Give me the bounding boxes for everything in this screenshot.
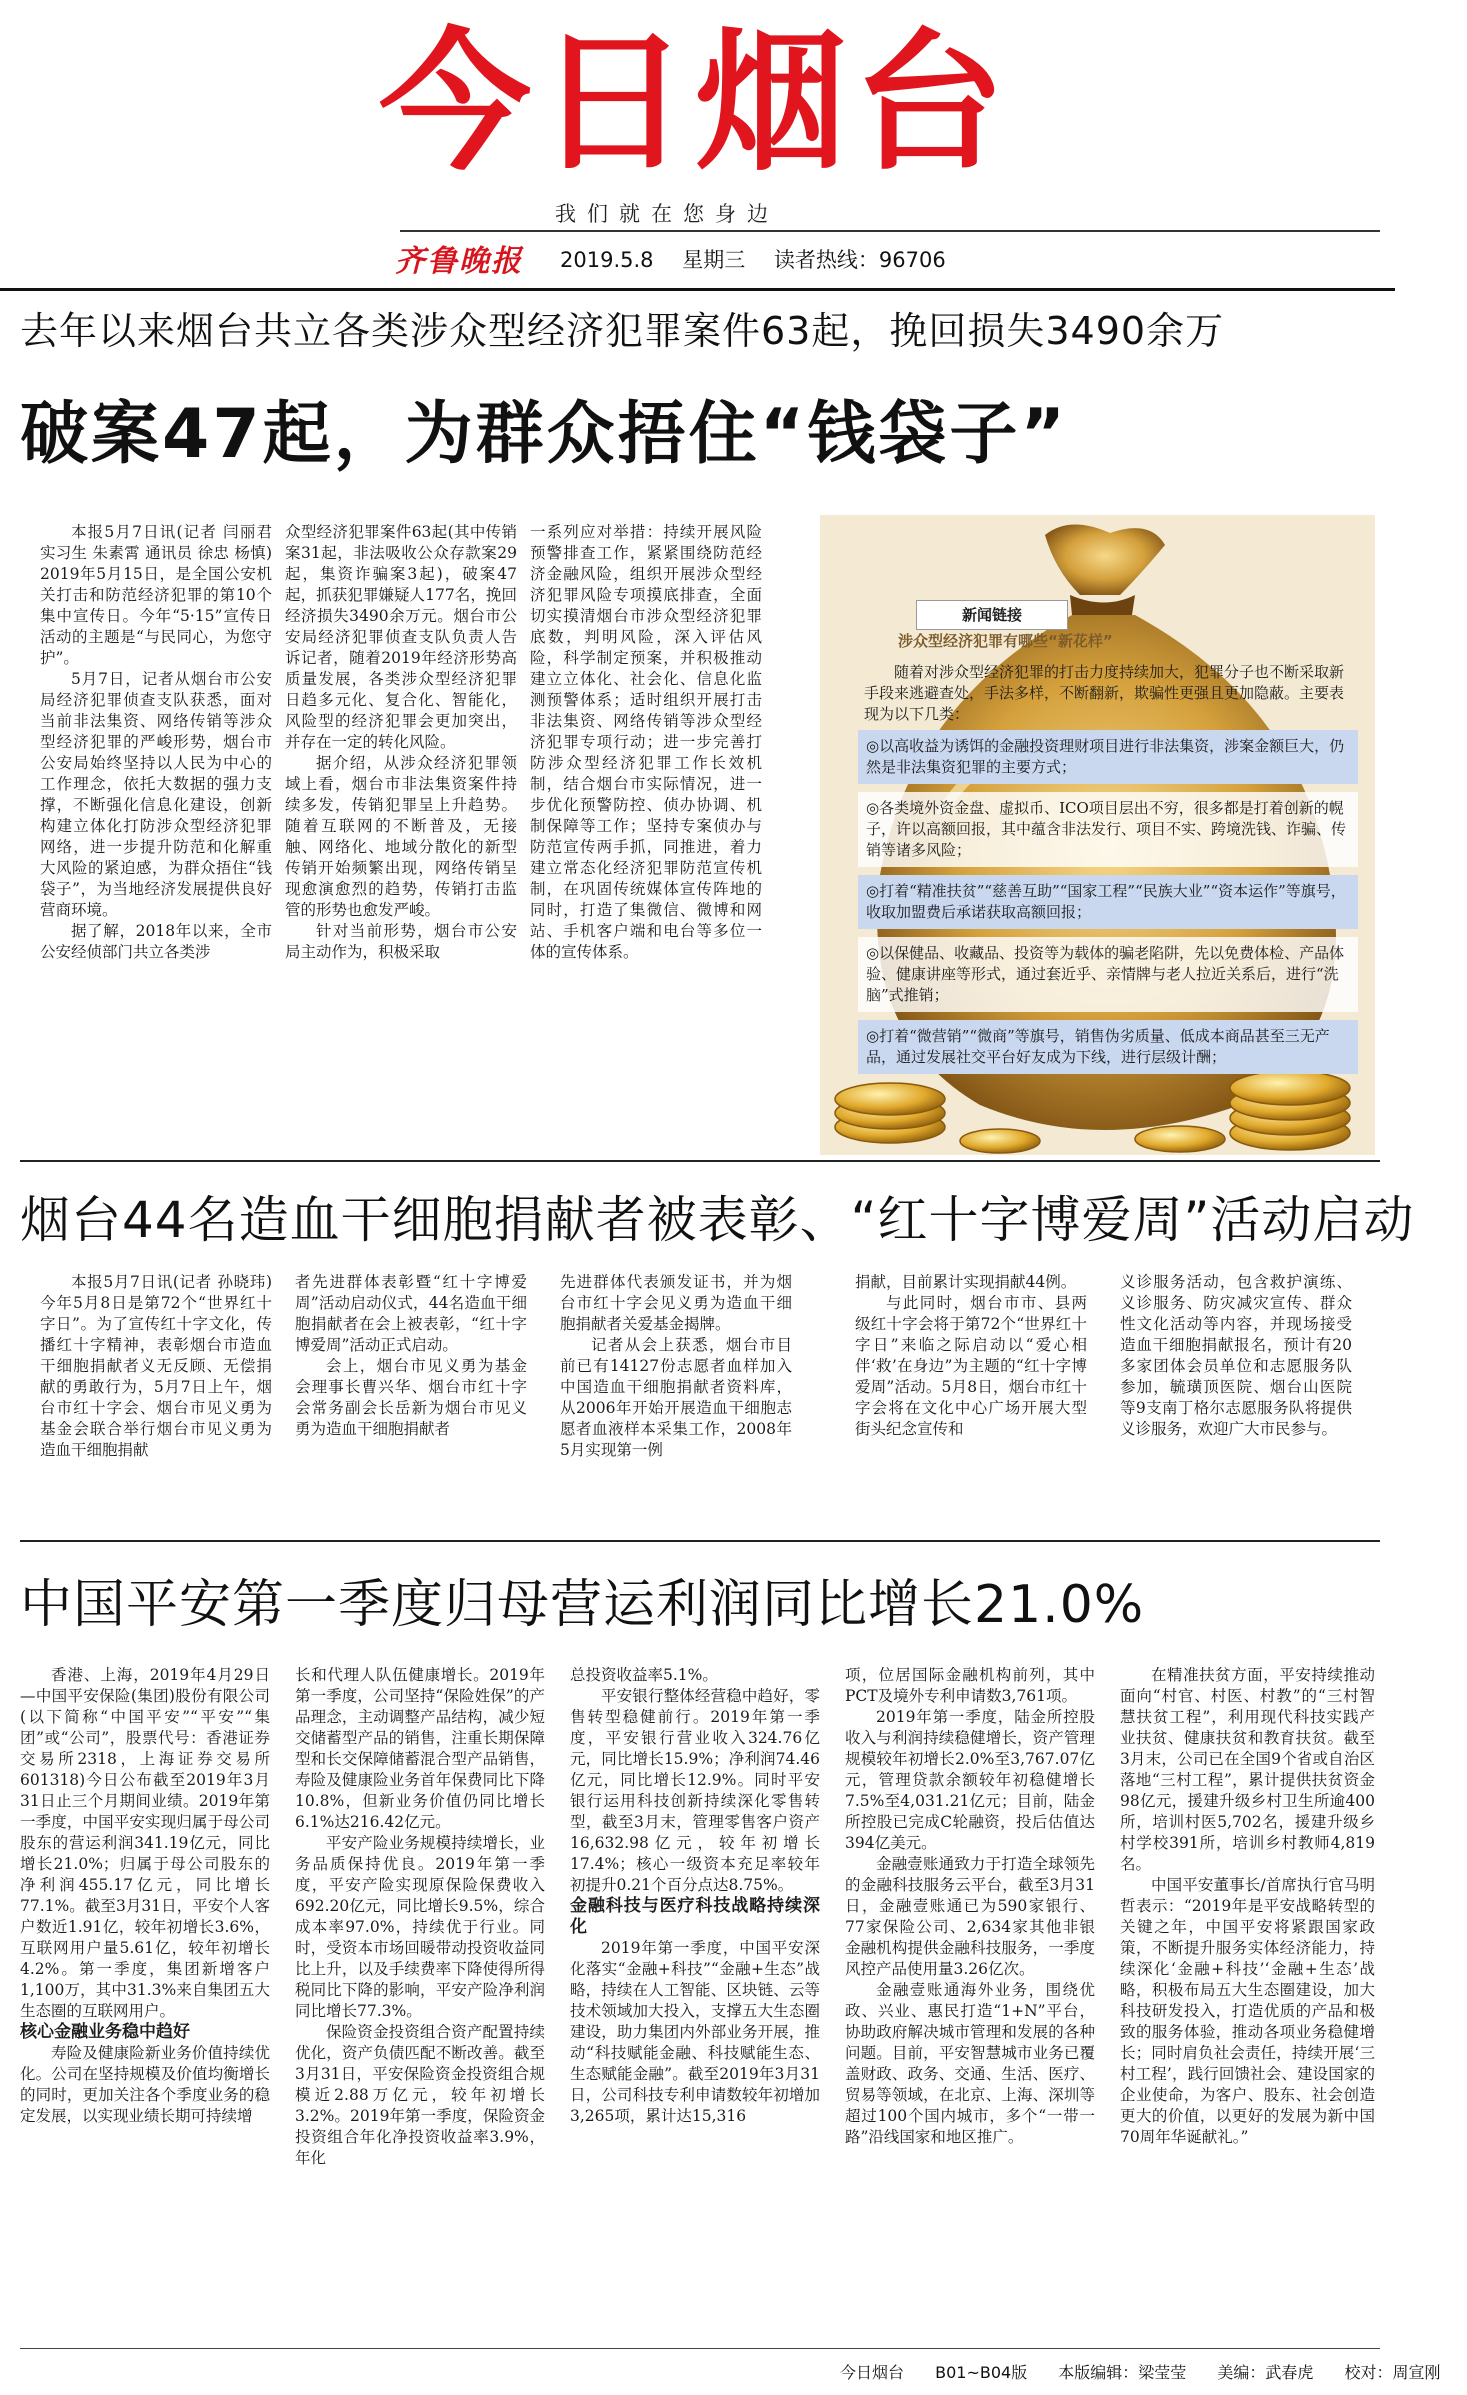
sidebar-item: ◎打着“精准扶贫”“慈善互助”“国家工程”“民族大业”“资本运作”等旗号，收取加盟费后承诺获取高额回报； [858,875,1358,929]
newspaper-logo: 齐鲁晚报 [395,244,523,279]
sidebar-heading: 涉众型经济犯罪有哪些“新花样” [898,632,1113,650]
article3-column-1 [20,1665,270,2345]
sidebar-intro: 随着对涉众型经济犯罪的打击力度持续加大，犯罪分子也不断采取新手段来逃避查处，手法多样，不断翻新，欺骗性更强且更加隐蔽。主要表现为以下几类： [864,663,1345,723]
footer-designer: 美编：武春虎 [1217,2363,1314,2382]
article3-paragraph: 平安产险业务规模持续增长，业务品质保持优良。2019年第一季度，平安产险实现原保险保费收入692.20亿元，同比增长9.5%，综合成本率97.0%，持续优于行业。同时，受资本市场回暖带动投资收益同比上升，以及手续费率下降使得所得税同比下降的影响，平安产险净利润同比增长77.3%。 [295,1834,545,2020]
article2-column-4 [855,1272,1087,1522]
masthead-title: 今日烟台 [379,14,1011,191]
article3-paragraph: 2019年第一季度，陆金所控股收入与利润持续稳健增长，资产管理规模较年初增长2.0%至3,767.07亿元，管理贷款余额较年初稳健增长7.5%至4,031.21亿元；目前，陆金所控股已完成C轮融资，投后估值达394亿美元。 [845,1708,1095,1852]
sidebar-item: ◎以高收益为诱饵的金融投资理财项目进行非法集资，涉案金额巨大，仍然是非法集资犯罪的主要方式； [858,730,1358,784]
article3-column-5 [1120,1665,1375,2345]
article1-paragraph: 本报5月7日讯(记者 闫丽君 实习生 朱素霄 通讯员 徐忠 杨慎) 2019年5月15日，是全国公安机关打击和防范经济犯罪的第10个集中宣传日。今年“5·15”宣传日活动的主题是“与民同心，为您守护”。 [40,523,272,667]
article3-paragraph: 平安银行整体经营稳中趋好，零售转型稳健前行。2019年第一季度，平安银行营业收入324.76亿元，同比增长15.9%；净利润74.46亿元，同比增长12.9%。同时平安银行运用科技创新持续深化零售转型，截至3月末，管理零售客户资产16,632.98亿元，较年初增长17.4%；核心一级资本充足率较年初提升0.21个百分点达8.75%。 [570,1687,820,1894]
article3-paragraph: 中国平安董事长/首席执行官马明哲表示：“2019年是平安战略转型的关键之年，中国平安将紧跟国家政策，不断提升服务实体经济能力，持续深化‘金融+科技’‘金融+生态’战略，积极布局五大生态圈建设，加大科技研发投入，打造优质的产品和极致的服务体验，推动各项业务稳健增长；同时肩负社会责任，持续开展‘三村工程’，践行回馈社会、建设国家的企业使命，为客户、股东、社会创造更大的价值，以更好的发展为新中国70周年华诞献礼。” [1120,1876,1375,2146]
page-footer [840,2360,1467,2383]
article3-column-2 [295,1665,545,2345]
sidebar-item: ◎以保健品、收藏品、投资等为载体的骗老陷阱，先以免费体检、产品体验、健康讲座等形式，通过套近乎、亲情牌与老人拉近关系后，进行“洗脑”式推销； [858,937,1358,1012]
reader-hotline: 读者热线：96706 [773,248,946,272]
article2-paragraph: 捐献，目前累计实现捐献44例。 [855,1273,1077,1291]
article1-column-1 [40,522,272,1137]
section-divider [20,1540,1380,1542]
sidebar-item: ◎打着“微营销”“微商”等旗号，销售伪劣质量、低成本商品甚至三无产品，通过发展社交平台好友成为下线，进行层级计酬； [858,1020,1358,1074]
article2-paragraph: 者先进群体表彰暨“红十字博爱周”活动启动仪式，44名造血干细胞捐献者在会上被表彰，“红十字博爱周”活动正式启动。 [295,1273,527,1354]
article1-paragraph: 据了解，2018年以来，全市公安经侦部门共立各类涉 [40,922,272,961]
masthead-info [560,244,968,274]
article3-column-3 [570,1665,820,2345]
masthead-slogan: 我们就在您身边 [555,202,779,226]
article1-subtitle: 去年以来烟台共立各类涉众型经济犯罪案件63起，挽回损失3490余万 [20,309,1225,353]
article2-paragraph: 义诊服务活动，包含救护演练、义诊服务、防灾减灾宣传、群众性文化活动等内容，并现场接受造血干细胞捐献报名，预计有20多家团体会员单位和志愿服务队参加，毓璜顶医院、烟台山医院等9支南丁格尔志愿服务队将提供义诊服务，欢迎广大市民参与。 [1120,1273,1352,1438]
sidebar-body [858,662,1358,1082]
article3-subhead: 金融科技与医疗科技战略持续深化 [570,1896,820,1937]
article3-column-4 [845,1665,1095,2345]
article1-paragraph: 针对当前形势，烟台市公安局主动作为，积极采取 [285,922,517,961]
article2-paragraph: 会上，烟台市见义勇为基金会理事长曹兴华、烟台市红十字会常务副会长岳新为烟台市见义勇为造血干细胞捐献者 [295,1357,527,1438]
article1-paragraph: 据介绍，从涉众经济犯罪领域上看，烟台市非法集资案件持续多发，传销犯罪呈上升趋势。随着互联网的不断普及，无接触、网络化、地域分散化的新型传销开始频繁出现，网络传销呈现愈演愈烈的趋势，传销打击监管的形势也愈发严峻。 [285,754,517,919]
footer-editor: 本版编辑：梁莹莹 [1058,2363,1187,2382]
article3-paragraph: 香港、上海，2019年4月29日—中国平安保险(集团)股份有限公司(以下简称“中国平安”“平安”“集团”或“公司”，股票代号：香港证券交易所2318，上海证券交易所601318)今日公布截至2019年3月31日止三个月期间业绩。2019年第一季度，中国平安实现归属于母公司股东的营运利润341.19亿元，同比增长21.0%；归属于母公司股东的净利润455.17亿元，同比增长77.1%。截至3月31日，平安个人客户数近1.91亿，较年初增长3.6%，互联网用户量5.61亿，较年初增长4.2%。第一季度，集团新增客户1,100万，其中31.3%来自集团五大生态圈的互联网用户。 [20,1666,270,2020]
article2-column-3 [560,1272,792,1522]
article3-paragraph: 2019年第一季度，中国平安深化落实“金融+科技”“金融+生态”战略，持续在人工智能、区块链、云等技术领域加大投入，支撑五大生态圈建设，助力集团内外部业务开展，推动“科技赋能金融、科技赋能生态、生态赋能金融”。截至2019年3月31日，公司科技专利申请数较年初增加3,265项，累计达15,316 [570,1939,820,2125]
footer-divider [20,2348,1380,2349]
article2-paragraph: 与此同时，烟台市市、县两级红十字会将于第72个“世界红十字日”来临之际启动以“爱心相伴‘救’在身边”为主题的“红十字博爱周”活动。5月8日，烟台市红十字会将在文化中心广场开展大型街头纪念宣传和 [855,1294,1087,1438]
article2-paragraph: 记者从会上获悉，烟台市目前已有14127份志愿者血样加入中国造血干细胞捐献者资料库，从2006年开始开展造血干细胞志愿者血液样本采集工作，2008年5月实现第一例 [560,1336,792,1459]
sidebar-tag: 新闻链接 [916,600,1068,630]
article1-title: 破案47起，为群众捂住“钱袋子” [20,395,1069,474]
article1-column-2 [285,522,517,1137]
footer-proofreader: 校对：周宣刚 [1344,2363,1441,2382]
article3-subhead: 核心金融业务稳中趋好 [20,2022,190,2042]
issue-weekday: 星期三 [682,248,746,272]
article1-paragraph: 一系列应对举措：持续开展风险预警排查工作，紧紧围绕防范经济金融风险，组织开展涉众型经济犯罪风险专项摸底排查，全面切实摸清烟台市涉众型经济犯罪底数，判明风险，深入评估风险，科学制定预案，并积极推动建立立体化、社会化、信息化监测预警体系；适时组织开展打击非法集资、网络传销等涉众型经济犯罪专项行动；进一步完善打防涉众型经济犯罪工作长效机制，结合烟台市实际情况，进一步优化预警防控、侦办协调、机制保障等工作；坚持专案侦办与防范宣传两手抓，同推进，着力建立常态化经济犯罪防范宣传机制，在巩固传统媒体宣传阵地的同时，打造了集微信、微博和网站、手机客户端和电台等多位一体的宣传体系。 [530,523,762,961]
article2-paragraph: 先进群体代表颁发证书，并为烟台市红十字会见义勇为造血干细胞捐献者关爱基金揭牌。 [560,1273,792,1333]
article3-paragraph: 保险资金投资组合资产配置持续优化，资产负债匹配不断改善。截至3月31日，平安保险资金投资组合规模近2.88万亿元，较年初增长3.2%。2019年第一季度，保险资金投资组合年化净投资收益率3.9%，年化 [295,2023,545,2167]
article2-column-5 [1120,1272,1352,1522]
masthead-divider [400,230,1380,232]
article2-column-1 [40,1272,272,1522]
article1-column-3 [530,522,762,1137]
masthead-bottom-rule [0,288,1395,291]
article3-paragraph: 总投资收益率5.1%。 [570,1666,718,1684]
footer-section: 今日烟台 [840,2363,905,2382]
article3-paragraph: 项，位居国际金融机构前列，其中PCT及境外专利申请数3,761项。 [845,1666,1095,1705]
article1-paragraph: 众型经济犯罪案件63起(其中传销案31起，非法吸收公众存款案29起，集资诈骗案3起)，破案47起，抓获犯罪嫌疑人177名，挽回经济损失3490余万元。烟台市公安局经济犯罪侦查支队负责人告诉记者，随着2019年经济形势高质量发展，各类涉众型经济犯罪日趋多元化、复合化、智能化，风险型的经济犯罪会更加突出，并存在一定的转化风险。 [285,523,517,751]
article2-column-2 [295,1272,527,1522]
article3-paragraph: 寿险及健康险新业务价值持续优化。公司在坚持规模及价值均衡增长的同时，更加关注各个季度业务的稳定发展，以实现业绩长期可持续增 [20,2044,270,2125]
article2-title: 烟台44名造血干细胞捐献者被表彰、“红十字博爱周”活动启动 [20,1191,1415,1249]
section-divider [20,1160,1380,1162]
article3-paragraph: 在精准扶贫方面，平安持续推动面向“村官、村医、村教”的“三村智慧扶贫工程”，利用现代科技实践产业扶贫、健康扶贫和教育扶贫。截至3月末，公司已在全国9个省或自治区落地“三村工程”，累计提供扶贫资金98亿元，援建升级乡村卫生所逾400所，培训村医5,702名，援建升级乡村学校391所，培训乡村教师4,819名。 [1120,1666,1375,1873]
footer-pages: B01~B04版 [935,2363,1028,2382]
issue-date: 2019.5.8 [560,248,654,272]
article3-title: 中国平安第一季度归母营运利润同比增长21.0% [20,1575,1145,1635]
article3-paragraph: 长和代理人队伍健康增长。2019年第一季度，公司坚持“保险姓保”的产品理念，主动调整产品结构，减少短交储蓄型产品的销售，注重长期保障型和长交保障储蓄混合型产品销售，寿险及健康险业务首年保费同比下降10.8%，但新业务价值仍同比增长6.1%达216.42亿元。 [295,1666,545,1831]
article3-paragraph: 金融壹账通致力于打造全球领先的金融科技服务云平台，截至3月31日，金融壹账通已为590家银行、77家保险公司、2,634家其他非银金融机构提供金融科技服务，一季度风控产品使用量3.26亿次。 [845,1855,1095,1978]
article3-paragraph: 金融壹账通海外业务，围绕优政、兴业、惠民打造“1+N”平台，协助政府解决城市管理和发展的各种问题。目前，平安智慧城市业务已覆盖财政、政务、交通、生活、医疗、贸易等领域，在北京、上海、深圳等超过100个国内城市，多个“一带一路”沿线国家和地区推广。 [845,1981,1095,2146]
sidebar-item: ◎各类境外资金盘、虚拟币、ICO项目层出不穷，很多都是打着创新的幌子，许以高额回报，其中蕴含非法发行、项目不实、跨境洗钱、诈骗、传销等诸多风险； [858,792,1358,867]
article2-paragraph: 本报5月7日讯(记者 孙晓玮) 今年5月8日是第72个“世界红十字日”。为了宣传红十字文化，传播红十字精神，表彰烟台市造血干细胞捐献者义无反顾、无偿捐献的勇敢行为，5月7日上午，烟台市红十字会、烟台市见义勇为基金会联合举行烟台市见义勇为造血干细胞捐献 [40,1273,272,1459]
article1-paragraph: 5月7日，记者从烟台市公安局经济犯罪侦查支队获悉，面对当前非法集资、网络传销等涉众型经济犯罪的严峻形势，烟台市公安局始终坚持以人民为中心的工作理念，依托大数据的强力支撑，不断强化信息化建设，创新构建立体化打防涉众型经济犯罪网络，进一步提升防范和化解重大风险的紧迫感，为群众捂住“钱袋子”，为当地经济发展提供良好营商环境。 [40,670,272,919]
masthead [0,0,1395,290]
news-link-sidebar [858,600,1358,1120]
